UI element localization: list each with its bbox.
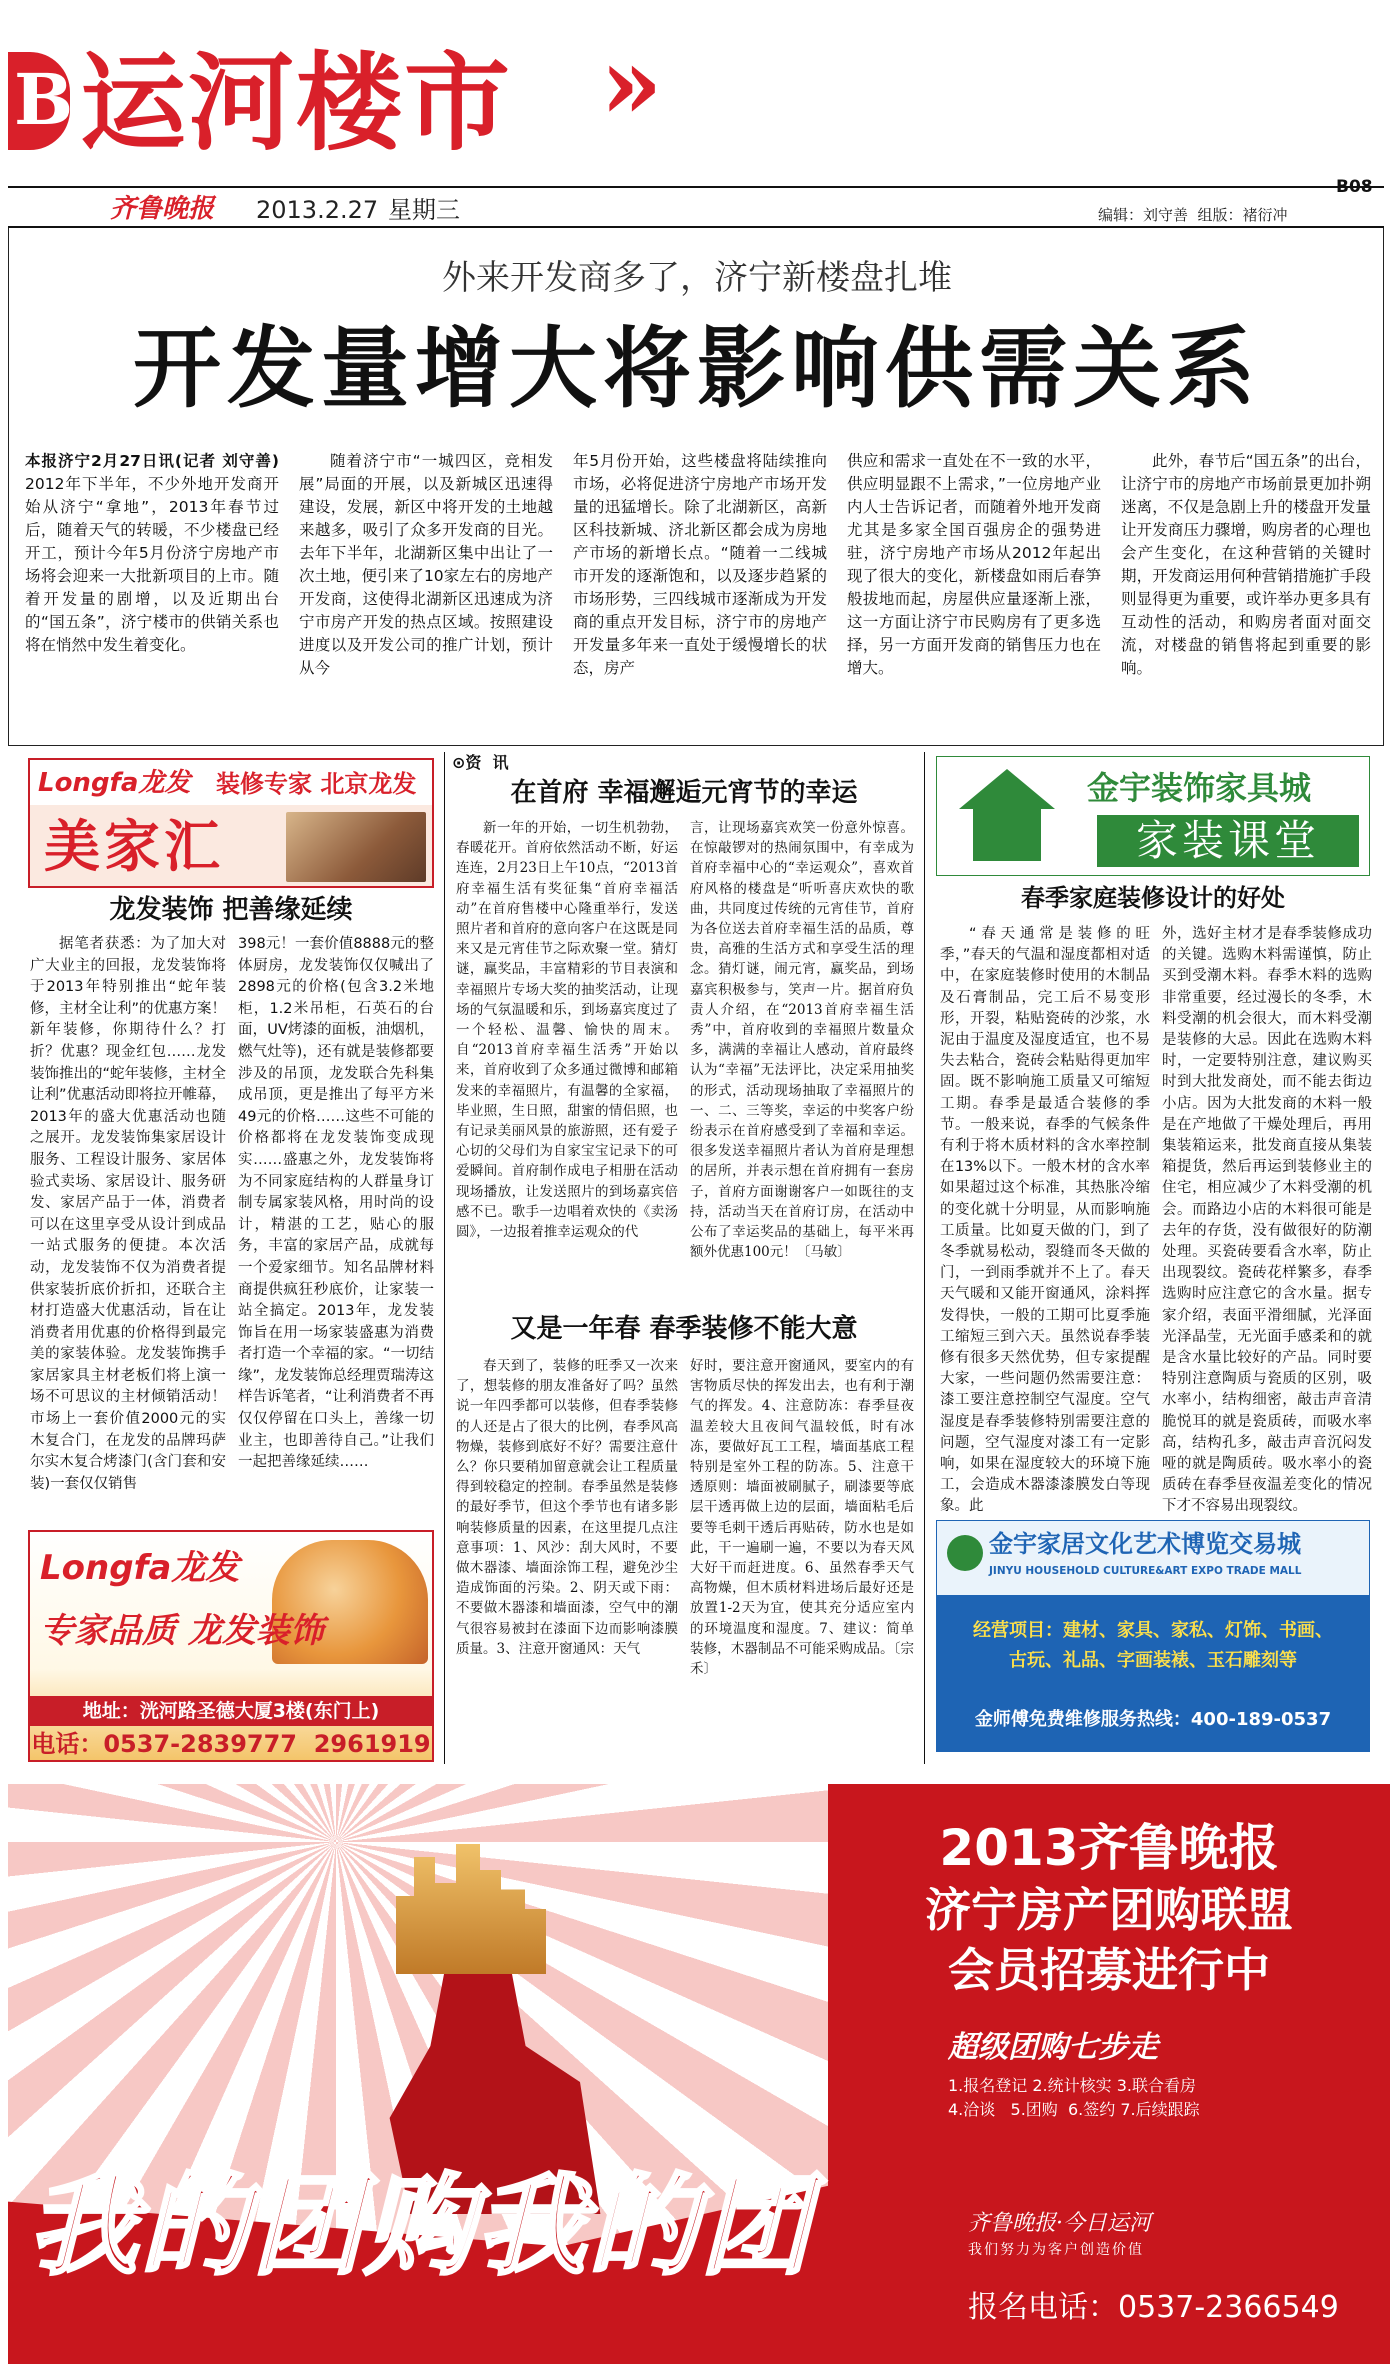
jinyu-scope-line-1: 经营项目：建材、家具、家私、灯饰、书画、 [973,1620,1333,1641]
lead-text-2: 随着济宁市“一城四区，竞相发展”局面的开展，以及新城区迅速得建设，发展，新区中将开发的土地越来越多，吸引了众多开发商的目光。去年下半年，北湖新区集中出让了一次土地，便引来了10家左右的房地产开发商，这使得北湖新区迅速成为济宁市房产开发的热点区域。按照建设进度以及开发公司的推广计划，预计从今 [299,452,553,677]
lead-text-3: 年5月份开始，这些楼盘将陆续推向市场，必将促进济宁房地产市场开发量的迅猛增长。除了北湖新区，高新区科技新城、济北新区都会成为房地产市场的新增长点。“随着一二线城市开发的逐渐饱和，以及逐步趋紧的市场形势，三四线城市逐渐成为开发商的重点开发目标，济宁市的房地产开发量多年来一直处于缓慢增长的状态，房产 [573,452,827,677]
middle-article-2-title: 又是一年春 春季装修不能大意 [510,1314,858,1344]
middle-article-1-title: 在首府 幸福邂逅元宵节的幸运 [510,778,858,808]
longfa-phone: 电话：0537-2839777 2961919 [31,1730,431,1758]
longfa-slogan: 装修专家 北京龙发 [216,770,417,798]
banner-steps-row-2: 4.洽谈 5.团购 6.签约 7.后续跟踪 [948,2100,1200,2119]
banner-steps-title: 超级团购七步走 [948,2030,1158,2065]
banner-brand: 齐鲁晚报·今日运河 [968,2211,1151,2236]
middle-article-2-col-2 [690,1356,914,1762]
jinyu-text-2: 外，选好主材才是春季装修成功的关键。选购木料需谨慎，防止买到受潮木料。春季木料的选购非常重要，经过漫长的冬季，木料受潮的机会很大，而木料受潮是装修的大忌。因此在选购木料时，一定要特别注意，建议购买时到大批发商处，而不能去街边小店。因为大批发商的木料一般是在产地做了干燥处理后，再用集装箱运来，批发商直接从集装箱提货，然后再运到装修业主的住宅，相应减少了木料受潮的机会。而路边小店的木料很可能是去年的存货，没有做很好的防潮处理。买瓷砖要看含水率，防止出现裂纹。瓷砖花样繁多，春季选购时应注意它的含水量。据专家介绍，表面平滑细腻，光泽面光泽晶莹，无光面手感柔和的就是含水量比较好的产品。同时要特别注意陶质与瓷质的区别，吸水率小，结构细密，敲击声音清脆悦耳的就是瓷质砖，而吸水率高，结构孔多，敲击声音沉闷发哑的就是陶质砖。吸水率小的瓷质砖在春季昼夜温差变化的情况下才不容易出现裂纹。 [1162,926,1372,1514]
lead-column-2 [299,450,553,740]
column-separator-left [444,752,445,1764]
longfa-bottom-slogan: 专家品质 龙发装饰 [40,1611,324,1651]
middle-art2-text-2: 好时，要注意开窗通风，要室内的有害物质尽快的挥发出去，也有利于潮气的挥发。4、注意防冻：春季昼夜温差较大且夜间气温较低，时有冰冻，要做好瓦工工程，墙面基底工程特别是室外工程的防冻。5、注意干透原则：墙面被刷腻子，刷漆要等底层干透再做上边的层面，墙面粘毛后要等毛刺干透后再贴砖，防水也是如此，干一遍刷一遍，不要以为春天风大好干而赶进度。6、虽然春季天气高物燥，但木质材料进场后最好还是放置1-2天为宜，使其充分适应室内的环境温度和湿度。7、建议：简单装修，木器制品不可能采购成品。〔宗禾〕 [690,1358,914,1678]
lead-text-1: 2012年下半年，不少外地开发商开始从济宁“拿地”，2013年春节过后，随着天气的转暖，不少楼盘已经开工，预计今年5月份济宁房地产市场将会迎来一大批新项目的上市。随着开发量的剧增，以及近期出台的“国五条”，济宁楼市的供销关系也将在悄然中发生着变化。 [25,475,279,654]
longfa-text-1: 据笔者获悉：为了加大对广大业主的回报，龙发装饰将于2013年特别推出“蛇年装修，主材全让利”的优惠方案！新年装修，你期待什么？打折？优惠？现金红包……龙发装饰推出的“蛇年装修，主材全让利”优惠活动即将拉开帷幕，2013年的盛大优惠活动也随之展开。龙发装饰集家居设计服务、工程设计服务、家居体验式卖场、家居设计、服务研发、家居产品于一体，消费者可以在这里享受从设计到成品一站式服务的便捷。本次活动，龙发装饰不仅为消费者提供家装折底价折扣，还联合主材打造盛大优惠活动，旨在让消费者用优惠的价格得到最完美的家装体验。龙发装饰携手家居家具主材老板们将上演一场不可思议的主材倾销活动！市场上一套价值2000元的实木复合门，在龙发的品牌玛萨尔实木复合烤漆门(含门套和安装)一套仅仅销售 [30,936,226,1492]
jinyu-top-title: 金宇装饰家具城 [1087,769,1312,807]
longfa-bottom-ad [28,1530,434,1762]
jinyu-top-subtitle: 家装课堂 [1097,815,1359,867]
jinyu-expo-title: 金宇家居文化艺术博览交易城 [989,1530,1301,1558]
longfa-logo: Longfa龙发 [38,768,191,798]
section-letter: B [14,58,74,141]
middle-section-tag: ⊙资 讯 [452,753,509,772]
bottom-banner [8,1784,1390,2364]
column-separator-right [924,752,925,1764]
longfa-text-2: 398元！一套价值8888元的整体厨房，龙发装饰仅仅喊出了2898元的价格(包含3.2米地柜，1.2米吊柜，石英石的台面，UV烤漆的面板，油烟机，燃气灶等)，还有就是装修都要涉及的吊顶，龙发联合先科集成吊顶，更是推出了每平方米49元的价格……这些不可能的价格都将在龙发装饰变成现实……盛惠之外，龙发装饰将为不同家庭结构的人群量身订制专属家装风格，用时尚的设计，精湛的工艺，贴心的服务，丰富的家居产品，成就每一个爱家细节。知名品牌材料商提供疯狂秒底价，让家装一站全搞定。2013年，龙发装饰旨在用一场家装盛惠为消费者打造一个幸福的家。“一切结缘”，龙发装饰总经理贾瑞涛这样告诉笔者，“让利消费者不再仅仅停留在口头上，善缘一切业主，也即善待自己。”让我们一起把善缘延续…… [238,936,434,1471]
banner-line-2: 济宁房产团购联盟 [925,1883,1293,1937]
longfa-room-photo [286,812,426,882]
house-icon [959,769,1055,809]
jinyu-top-ad [936,756,1370,876]
paper-name: 齐鲁晚报 [110,194,215,224]
lead-column-4 [847,450,1101,740]
jinyu-expo-title-en: JINYU HOUSEHOLD CULTURE&ART EXPO TRADE MALL [989,1565,1302,1577]
jinyu-hotline: 金师傅免费维修服务热线：400-189-0537 [974,1709,1332,1730]
jinyu-scope-line-2: 古玩、礼品、字画装裱、玉石雕刻等 [1009,1650,1297,1671]
middle-art2-text-1: 春天到了，装修的旺季又一次来了，想装修的朋友准备好了吗？虽然说一年四季都可以装修，但春季装修的人还是占了很大的比例，春季风高物燥，装修到底好不好？需要注意什么？你只要稍加留意就会让工程质量得到较稳定的控制。春季虽然是装修的最好季节，但这个季节也有诸多影响装修质量的因素，在这里提几点注意事项：1、风沙：刮大风时，不要做木器漆、墙面涂饰工程，避免沙尘造成饰面的污染。2、阴天或下雨：不要做木器漆和墙面漆，空气中的潮气很容易被封在漆面下边而影响漆膜质量。3、注意开窗通风：天气 [456,1358,678,1657]
longfa-top-ad [28,758,434,888]
longfa-meijiahui-title: 美家汇 [44,814,224,880]
middle-art1-text-2: 言，让现场嘉宾欢笑一份意外惊喜。在惊敲锣对的热闹氛围中，有幸成为首府幸福中心的“幸运观众”，喜欢首府风格的楼盘是“听听喜庆欢快的歌曲，共同度过传统的元宵佳节，首府为各位送去首府幸福生活的品质，尊贵，高雅的生活方式和享受生活的理念。猜灯谜，闹元宵，赢奖品，到场嘉宾积极参与，笑声一片。据首府负责人介绍，在“2013首府幸福生活秀”中，首府收到的幸福照片数量众多，满满的幸福让人感动，首府最终认为“幸福”无法评比，决定采用抽奖的形式，活动现场抽取了幸福照片的一、二、三等奖，幸运的中奖客户纷纷表示在首府感受到了幸福和幸运。很多发送幸福照片者认为首府是理想的居所，并表示想在首府拥有一套房子，首府方面谢谢客户一如既往的支持，活动当天在首府订房，在活动中公布了幸运奖品的基础上，每平米再额外优惠100元！〔马敏〕 [690,820,914,1261]
longfa-column-2 [238,934,434,1524]
lead-column-3 [573,450,827,740]
banner-line-3: 会员招募进行中 [948,1943,1270,1997]
lead-byline: 本报济宁2月27日讯(记者 刘守善) [25,452,279,470]
lead-kicker: 外来开发商多了，济宁新楼盘扎堆 [442,258,952,298]
lead-column-1 [25,450,279,740]
jinyu-column-2 [1162,924,1372,1514]
lead-text-5: 此外，春节后“国五条”的出台，让济宁市的房地产市场前景更加扑朔迷离，不仅是急剧上升的楼盘开发量让开发商压力骤增，购房者的心理也会产生变化，在这种营销的关键时期，开发商运用何种营销措施扩手段则显得更为重要，或许举办更多具有互动性的活动，和购房者面对面交流，对楼盘的销售将起到重要的影响。 [1121,452,1371,677]
banner-slogan: 我的团购我的团 [28,2161,812,2290]
banner-steps-row-1: 1.报名登记 2.统计核实 3.联合看房 [948,2076,1196,2095]
lead-headline: 开发量增大将影响供需关系 [132,316,1261,420]
lead-column-5 [1121,450,1371,740]
longfa-article-title: 龙发装饰 把善缘延续 [109,895,353,925]
jinyu-bottom-ad [936,1520,1370,1752]
section-chevrons: » [600,24,663,142]
issue-date: 2013.2.27 [256,196,379,224]
jinyu-text-1: “春天通常是装修的旺季，”春天的气温和湿度都相对适中，在家庭装修时使用的木制品及石膏制品，完工后不易变形形，开裂，粘贴瓷砖的沙浆，水泥由于温度及湿度适宜，也不易失去粘合，瓷砖会粘贴得更加牢固。既不影响施工质量又可缩短工期。春季是最适合装修的季节。一般来说，春季的气候条件有利于将木质材料的含水率控制在13%以下。一般木材的含水率如果超过这个标准，其热胀冷缩的变化就十分明显，从而影响施工质量。比如夏天做的门，到了冬季就易松动，裂缝而冬天做的门，一到雨季就并不上了。春天天气暖和又能开窗通风，涂料挥发得快，一般的工期可比夏季施工缩短三到六天。虽然说春季装修有很多天然优势，但专家提醒大家，一些问题仍然需要注意：漆工要注意控制空气湿度。空气湿度是春季装修特别需要注意的问题，空气湿度对漆工有一定影响，如果在湿度较大的环境下施工，会造成木器漆漆膜发白等现象。此 [940,926,1150,1514]
middle-article-1-col-2 [690,818,914,1304]
longfa-address: 地址：洸河路圣德大厦3楼(东门上) [30,1696,432,1726]
middle-art1-text-1: 新一年的开始，一切生机勃勃，春暖花开。首府依然活动不断，好运连连，2月23日上午10点，“2013首府幸福生活有奖征集“首府幸福活动”在首府售楼中心隆重举行，发送照片者和首府的意向客户在这既是同来又是元宵佳节之际欢聚一堂。猜灯谜，赢奖品，丰富精彩的节目表演和幸福照片专场大奖的抽奖活动，让现场的气氛温暖和乐，到场嘉宾度过了一个轻松、温馨、愉快的周末。自“2013首府幸福生活秀”开始以来，首府收到了众多通过微博和邮箱发来的幸福照片，有温馨的全家福，毕业照，生日照，甜蜜的情侣照，也有记录美丽风景的旅游照，还有爱子心切的父母们为自家宝宝记录下的可爱瞬间。首府制作成电子相册在活动现场播放，让发送照片的到场嘉宾倍感不已。歌手一边唱着欢快的《卖汤圆》，一边报着推幸运观众的代 [456,820,678,1241]
banner-line-1: 2013齐鲁晚报 [939,1819,1279,1877]
middle-article-2-col-1 [456,1356,678,1762]
section-title: 运河楼市 [80,40,512,165]
longfa-column-1 [30,934,226,1524]
lead-story [8,228,1384,746]
jinyu-expo-logo-icon [947,1535,983,1571]
banner-brand-tagline: 我们努力为客户创造价值 [968,2242,1144,2258]
jinyu-column-1 [940,924,1150,1514]
house-icon-body [973,809,1041,861]
banner-signup-phone: 报名电话：0537-2366549 [968,2290,1339,2325]
issue-weekday: 星期三 [388,196,460,224]
middle-article-1-col-1 [456,818,678,1304]
editor-credit: 编辑：刘守善 组版：褚衍冲 [1098,206,1288,224]
masthead-rule-top [8,186,1384,188]
longfa-bottom-logo: Longfa龙发 [40,1548,240,1588]
page-number: B08 [1336,177,1373,197]
lead-text-4: 供应和需求一直处在不一致的水平，供应明显跟不上需求，”一位房地产业内人士告诉记者，而随着外地开发商尤其是多家全国百强房企的强势进驻，济宁房地产市场从2012年起出现了很大的变化，新楼盘如雨后春笋般拔地而起，房屋供应量逐渐上涨，这一方面让济宁市民购房有了更多选择，另一方面开发商的销售压力也在增大。 [847,452,1101,677]
jinyu-article-title: 春季家庭装修设计的好处 [1021,883,1285,912]
